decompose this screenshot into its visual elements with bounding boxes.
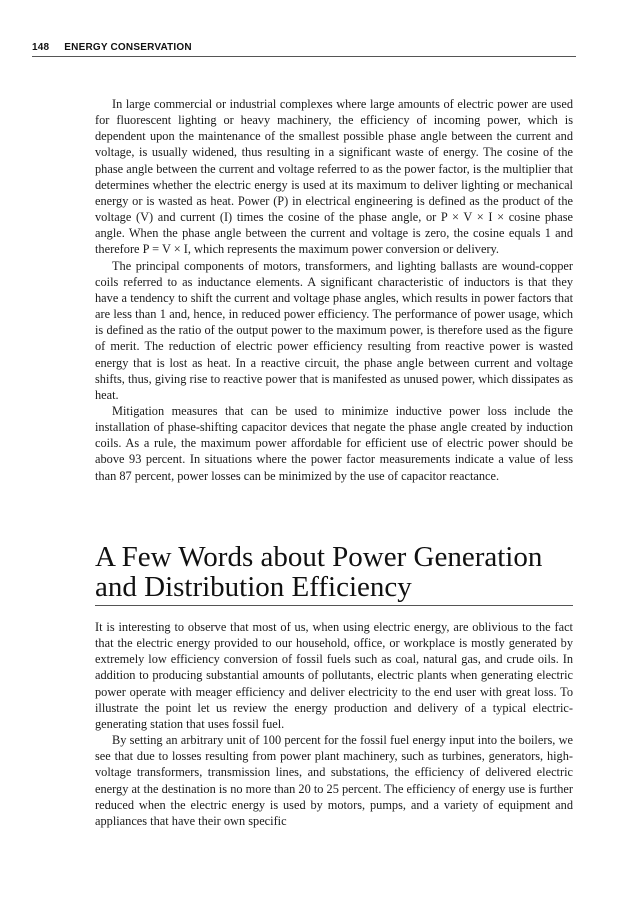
paragraph: It is interesting to observe that most of us, when using electric energy, are oblivious to the fact that the electric energy provided to our household, office, or workplace is mostly generated by extremely low efficiency conversion of fossil fuels such as coal, natural gas, and crude oils. In addition to producing substantial amounts of pollutants, electric plants when generating electric power operate with meager efficiency and deliver electricity to the end user with great loss. To illustrate the point let us review the energy production and delivery of a typical electric-generating station that uses fossil fuel. (95, 620, 573, 731)
page-number: 148 (32, 42, 50, 53)
running-title: ENERGY CONSERVATION (64, 42, 192, 53)
paragraph: By setting an arbitrary unit of 100 percent for the fossil fuel energy input into the boilers, we see that due to losses resulting from power plant machinery, such as turbines, generators, high-voltage transformers, transmission lines, and substations, the efficiency of delivered electric energy at the destination is no more than 20 to 25 percent. The efficiency of energy use is further reduced when the electric energy is used by motors, pumps, and a variety of equipment and appliances that have their own specific (95, 733, 573, 828)
paragraph: In large commercial or industrial complexes where large amounts of electric power are used for fluorescent lighting or heavy machinery, the efficiency of incoming power, which is dependent upon the maintenance of the smallest possible phase angle between the current and voltage, is usually widened, thus resulting in a significant waste of energy. The cosine of the phase angle between the current and voltage referred to as the power factor, is the multiplier that determines whether the electric energy is used at its maximum to deliver lighting or mechanical energy or is wasted as heat. Power (P) in electrical engineering is defined as the product of the voltage (V) and current (I) times the cosine of the phase angle, or P × V × I × cosine phase angle. When the phase angle between the current and voltage is zero, the cosine equals 1 and therefore P = V × I, which represents the maximum power conversion or delivery. (95, 97, 573, 257)
section-heading (95, 542, 573, 606)
running-header (32, 42, 576, 57)
section-power-generation (95, 619, 573, 829)
section-power-factor (95, 96, 573, 484)
heading-line: A Few Words about Power Generation (95, 541, 543, 573)
paragraph: The principal components of motors, transformers, and lighting ballasts are wound-copper coils referred to as inductance elements. A significant characteristic of inductors is that they have a tendency to shift the current and voltage phase angles, which results in power factors that are less than 1 and, hence, in reduced power efficiency. The performance of power usage, which is defined as the ratio of the output power to the maximum power, is therefore used as the figure of merit. The reduction of electric power efficiency resulting from reactive power is wasted energy that is lost as heat. In a reactive circuit, the phase angle between current and voltage shifts, thus, giving rise to reactive power that is manifested as unused power, which dissipates as heat. (95, 258, 573, 402)
heading-line: and Distribution Efficiency (95, 571, 412, 603)
paragraph: Mitigation measures that can be used to minimize inductive power loss include the installation of phase-shifting capacitor devices that negate the phase angle created by induction coils. As a rule, the maximum power affordable for efficient use of electric power should be above 93 percent. In situations where the power factor measurements indicate a value of less than 87 percent, power losses can be minimized by the use of capacitor reactance. (95, 403, 573, 483)
